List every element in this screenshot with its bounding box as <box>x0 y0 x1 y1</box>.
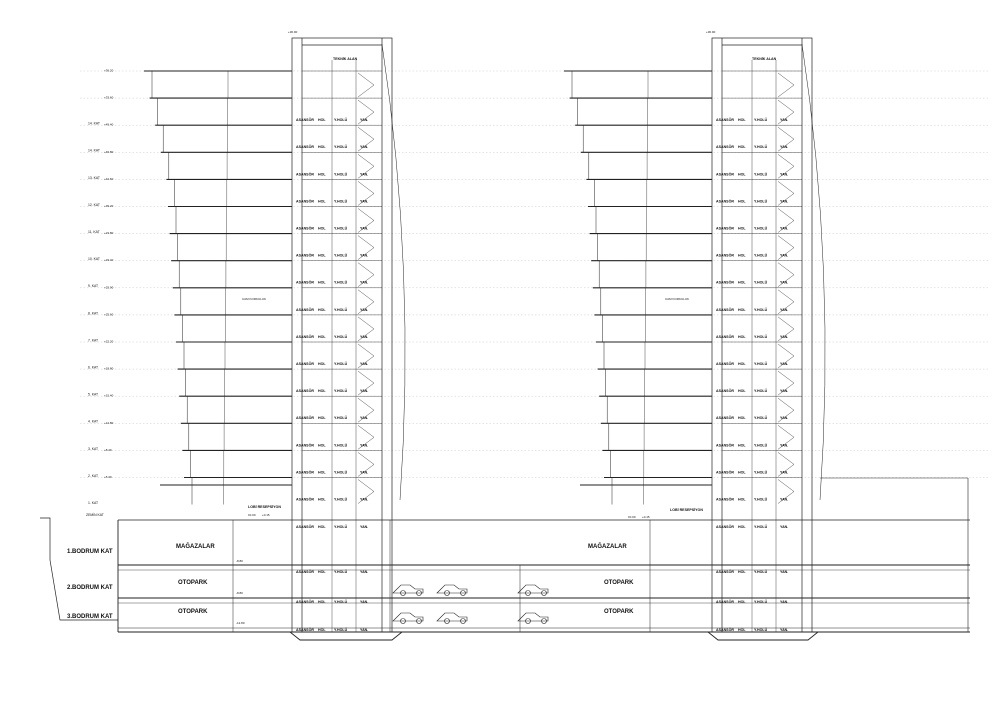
floor-label: 11. KAT <box>88 230 100 234</box>
core-room-label: HOL <box>318 470 326 475</box>
core-room-label: ASANSÖR <box>716 570 734 574</box>
core-room-label: HOL <box>738 145 746 150</box>
core-room-label: YAN. <box>780 443 789 448</box>
core-room-label: HOL <box>738 389 746 394</box>
basement-elevation-1: -8.80 <box>236 559 243 563</box>
car-body <box>437 585 467 593</box>
floor-label: 8. KAT <box>88 311 99 316</box>
core-room-label: YAN. <box>360 525 369 529</box>
core-room-label: Y.HOLÜ <box>754 199 768 204</box>
floor-label: 9. KAT <box>88 284 99 289</box>
car <box>437 585 467 596</box>
core-room-label: ASANSÖR <box>296 416 314 421</box>
elevation-labels <box>104 69 114 480</box>
core-room-label: Y.HOLÜ <box>754 226 768 231</box>
core-room-label: YAN. <box>780 199 789 204</box>
core-room-label: Y.HOLÜ <box>754 307 768 312</box>
core-room-label: HOL <box>318 145 326 150</box>
shops-label-right: MAĞAZALAR <box>588 544 627 550</box>
floor-label: 12. KAT <box>88 202 100 207</box>
core-room-label: ASANSÖR <box>716 443 734 448</box>
core-room-label: YAN. <box>780 362 789 366</box>
core-room-label: YAN. <box>360 118 369 123</box>
core-room-label: Y.HOLÜ <box>334 362 348 366</box>
core-room-label: ASANSÖR <box>716 118 734 123</box>
basement-elevation-2: -8.80 <box>236 591 243 595</box>
core-room-label: Y.HOLÜ <box>334 497 348 502</box>
core-room-label: HOL <box>318 334 326 339</box>
floor-label: 14. KAT <box>88 121 100 126</box>
core-room-label: HOL <box>318 628 326 632</box>
floor-label: 13. KAT <box>88 175 100 180</box>
ground-floor-label: ZEMİN KAT <box>86 513 104 517</box>
core-room-label: Y.HOLÜ <box>754 497 768 502</box>
roof-label-left: TEKNİK ALAN <box>333 57 358 61</box>
lobby-label-left: LOBİ RESEPSİYON <box>248 505 281 509</box>
curved-facade <box>802 44 825 500</box>
core-room-label: Y.HOLÜ <box>754 416 768 421</box>
core-room-label: ASANSÖR <box>716 199 734 204</box>
car-body <box>437 613 467 621</box>
core-room-label: Y.HOLÜ <box>334 470 348 475</box>
core-room-label: ASANSÖR <box>716 470 734 475</box>
floor-label: 1. KAT <box>88 501 99 505</box>
core-room-label: Y.HOLÜ <box>334 199 348 204</box>
core-room-label: Y.HOLÜ <box>754 362 768 366</box>
elevation-label: +46.80 <box>104 149 114 154</box>
core-room-label: YAN. <box>360 334 369 339</box>
core-room-label: YAN. <box>780 389 789 394</box>
lobby-elevation-left-2: +0.15 <box>262 513 270 517</box>
car <box>393 585 423 596</box>
core-room-label: Y.HOLÜ <box>754 525 768 529</box>
core-room-label: YAN. <box>780 226 789 231</box>
elevation-label: +12.80 <box>104 420 114 425</box>
core-room-label: Y.HOLÜ <box>334 118 348 123</box>
core-room-label: YAN. <box>780 334 789 339</box>
core-room-label: Y.HOLÜ <box>754 570 768 574</box>
lobby-elevation-right-2: +0.15 <box>642 515 650 519</box>
core-room-label: Y.HOLÜ <box>754 172 768 177</box>
basement-elevation-3: -12.80 <box>236 621 245 625</box>
floor-label: 5. KAT <box>88 392 99 397</box>
core-room-label: HOL <box>318 443 326 448</box>
core-room-label: ASANSÖR <box>716 497 734 502</box>
elevation-label: +25.90 <box>104 285 114 290</box>
parking-label-right-1: OTOPARK <box>604 580 634 586</box>
elevation-label: +25.60 <box>104 312 114 317</box>
core-room-label: YAN. <box>360 199 369 204</box>
core-room-label: Y.HOLÜ <box>754 253 768 258</box>
core-room-label: ASANSÖR <box>716 307 734 312</box>
core-room-label: ASANSÖR <box>296 600 314 604</box>
car-body <box>393 585 423 593</box>
core-room-label: Y.HOLÜ <box>754 628 768 632</box>
core-room-label: HOL <box>738 416 746 421</box>
car-body <box>393 613 423 621</box>
car <box>393 613 423 624</box>
core-room-label: ASANSÖR <box>296 172 314 177</box>
core-room-label: HOL <box>738 334 746 339</box>
core-room-label: ASANSÖR <box>296 253 314 258</box>
floor-label: 2. KAT <box>88 473 99 478</box>
floor-label: 14. KAT <box>88 148 100 153</box>
core-room-labels <box>296 117 788 632</box>
core-room-label: HOL <box>738 253 746 258</box>
core-room-label: HOL <box>318 226 326 231</box>
elevation-label: +23.80 <box>104 231 114 236</box>
core-room-label: HOL <box>318 362 326 366</box>
core-room-label: YAN. <box>780 145 789 150</box>
core-room-label: YAN. <box>780 470 789 475</box>
floor-level-labels <box>88 122 100 505</box>
core-room-label: ASANSÖR <box>296 145 314 150</box>
core-room-label: HOL <box>318 525 326 529</box>
core-room-label: YAN. <box>360 570 369 574</box>
stair-flight <box>358 73 374 97</box>
core-room-label: HOL <box>738 497 746 502</box>
core-room-label: Y.HOLÜ <box>334 226 348 231</box>
core-room-label: Y.HOLÜ <box>754 470 768 475</box>
core-room-label: Y.HOLÜ <box>334 628 348 632</box>
core-room-label: HOL <box>738 628 746 632</box>
elevation-label: +8.40 <box>104 447 112 452</box>
basement-1-label: 1.BODRUM KAT <box>67 549 113 555</box>
core-room-label: ASANSÖR <box>296 497 314 502</box>
roof-label-right: TEKNİK ALAN <box>752 57 777 61</box>
core-room-label: YAN. <box>360 600 369 604</box>
core-room-label: Y.HOLÜ <box>334 525 348 529</box>
core-room-label: Y.HOLÜ <box>334 570 348 574</box>
core-room-label: HOL <box>738 362 746 366</box>
core-room-label: HOL <box>738 600 746 604</box>
core-room-label: ASANSÖR <box>296 570 314 574</box>
core-room-label: YAN. <box>360 416 369 421</box>
core-room-label: Y.HOLÜ <box>754 118 768 123</box>
core-room-label: YAN. <box>780 416 789 421</box>
core-room-label: HOL <box>738 570 746 574</box>
core-room-label: ASANSÖR <box>716 226 734 231</box>
core-room-label: HOL <box>318 307 326 312</box>
core-room-label: YAN. <box>360 628 369 632</box>
core-room-label: HOL <box>738 525 746 529</box>
core-room-label: HOL <box>318 497 326 502</box>
core-room-label: ASANSÖR <box>716 172 734 177</box>
core-room-label: HOL <box>738 280 746 285</box>
core-room-label: YAN. <box>360 253 369 258</box>
core-room-label: HOL <box>318 172 326 177</box>
core-room-label: ASANSÖR <box>296 470 314 475</box>
core-room-label: YAN. <box>360 389 369 394</box>
core-room-label: HOL <box>318 389 326 394</box>
core-room-label: ASANSÖR <box>296 443 314 448</box>
core-room-label: HOL <box>738 307 746 312</box>
core-room-label: ASANSÖR <box>716 362 734 366</box>
core-room-label: Y.HOLÜ <box>334 334 348 339</box>
core-room-label: HOL <box>318 199 326 204</box>
core-room-label: HOL <box>318 280 326 285</box>
basement-2-label: 2.BODRUM KAT <box>67 585 113 591</box>
core-room-label: YAN. <box>780 570 789 574</box>
balcony-note-left: CAM KORKULUK <box>242 297 267 301</box>
core-room-label: ASANSÖR <box>716 628 734 632</box>
stair-flight <box>778 73 794 97</box>
parked-cars <box>393 585 548 624</box>
elevation-label: +49.40 <box>104 122 114 127</box>
core-room-label: Y.HOLÜ <box>334 307 348 312</box>
core-room-label: HOL <box>318 253 326 258</box>
lobby-label-right: LOBİ RESEPSİYON <box>670 508 703 512</box>
core-room-label: ASANSÖR <box>716 334 734 339</box>
core-room-label: ASANSÖR <box>296 389 314 394</box>
core-room-label: YAN. <box>360 280 369 285</box>
core-room-label: HOL <box>318 600 326 604</box>
elevation-label: +39.20 <box>104 204 114 208</box>
core-room-label: ASANSÖR <box>296 628 314 632</box>
core-room-label: HOL <box>738 199 746 204</box>
shops-label-left: MAĞAZALAR <box>176 544 215 550</box>
lobby-elevation-left: ±0.00 <box>248 513 256 517</box>
core-room-label: Y.HOLÜ <box>334 145 348 150</box>
podium-structure <box>40 478 970 640</box>
core-room-label: HOL <box>738 118 746 123</box>
floor-label: 4. KAT <box>88 419 99 424</box>
car <box>437 613 467 624</box>
core-room-label: Y.HOLÜ <box>754 600 768 604</box>
core-room-label: HOL <box>738 226 746 231</box>
curved-facade <box>382 44 405 500</box>
elevation-label: +18.80 <box>104 366 114 371</box>
core-room-label: YAN. <box>780 600 789 604</box>
core-room-label: ASANSÖR <box>296 280 314 285</box>
core-room-label: YAN. <box>780 525 789 529</box>
elevation-label: +22.20 <box>104 339 114 344</box>
elevation-label: +42.60 <box>104 176 114 181</box>
top-elevation-right: +36.90 <box>706 30 716 34</box>
floor-label: 10. KAT <box>88 257 100 262</box>
core-room-label: ASANSÖR <box>716 416 734 421</box>
core-room-label: YAN. <box>360 307 369 312</box>
core-room-label: ASANSÖR <box>296 525 314 529</box>
core-room-label: HOL <box>318 118 326 123</box>
core-room-label: HOL <box>738 443 746 448</box>
core-room-label: Y.HOLÜ <box>754 145 768 150</box>
core-room-label: ASANSÖR <box>716 600 734 604</box>
car <box>518 585 548 596</box>
core-room-label: ASANSÖR <box>296 199 314 204</box>
core-room-label: ASANSÖR <box>716 389 734 394</box>
core-room-label: YAN. <box>360 470 369 475</box>
core-room-label: YAN. <box>360 362 369 366</box>
parking-label-left-2: OTOPARK <box>178 609 208 615</box>
car <box>518 613 548 624</box>
elevation-label: +36.20 <box>104 68 114 73</box>
elevation-label: +33.40 <box>104 258 114 263</box>
core-room-label: Y.HOLÜ <box>334 280 348 285</box>
core-room-label: YAN. <box>360 172 369 177</box>
floor-label: 3. KAT <box>88 446 99 451</box>
core-room-label: ASANSÖR <box>296 118 314 123</box>
basement-3-label: 3.BODRUM KAT <box>67 614 113 620</box>
floor-label: 7. KAT <box>88 338 99 343</box>
core-room-label: Y.HOLÜ <box>334 253 348 258</box>
lobby-elevation-right: ±0.00 <box>628 515 636 519</box>
core-room-label: ASANSÖR <box>296 307 314 312</box>
core-room-label: YAN. <box>360 226 369 231</box>
core-room-label: YAN. <box>780 118 789 123</box>
parking-label-left-1: OTOPARK <box>178 580 208 586</box>
core-room-label: ASANSÖR <box>296 362 314 366</box>
core-room-label: HOL <box>318 416 326 421</box>
core-room-label: ASANSÖR <box>716 280 734 285</box>
core-room-label: YAN. <box>780 497 789 502</box>
core-room-label: YAN. <box>780 172 789 177</box>
core-room-label: HOL <box>318 570 326 574</box>
core-room-label: Y.HOLÜ <box>754 389 768 394</box>
car-body <box>518 585 548 593</box>
core-room-label: Y.HOLÜ <box>754 280 768 285</box>
core-room-label: HOL <box>738 470 746 475</box>
car-body <box>518 613 548 621</box>
core-room-label: YAN. <box>360 145 369 150</box>
floor-label: 6. KAT <box>88 365 99 370</box>
core-room-label: ASANSÖR <box>296 334 314 339</box>
core-room-label: ASANSÖR <box>716 253 734 258</box>
elevation-label: +5.30 <box>104 475 112 479</box>
core-room-label: YAN. <box>360 497 369 502</box>
core-room-label: Y.HOLÜ <box>334 416 348 421</box>
core-room-label: Y.HOLÜ <box>334 443 348 448</box>
core-room-label: Y.HOLÜ <box>334 389 348 394</box>
core-room-label: YAN. <box>780 307 789 312</box>
core-room-label: YAN. <box>780 253 789 258</box>
core-room-label: Y.HOLÜ <box>334 172 348 177</box>
core-room-label: HOL <box>738 172 746 177</box>
core-room-label: ASANSÖR <box>716 145 734 150</box>
core-room-label: ASANSÖR <box>716 525 734 529</box>
core-room-label: Y.HOLÜ <box>754 334 768 339</box>
core-room-label: Y.HOLÜ <box>334 600 348 604</box>
core-room-label: ASANSÖR <box>296 226 314 231</box>
core-room-label: YAN. <box>780 280 789 285</box>
elevation-label: +15.40 <box>104 393 114 398</box>
top-elevation-left: +36.90 <box>288 30 298 34</box>
core-room-label: YAN. <box>780 628 789 632</box>
balcony-note-right: CAM KORKULUK <box>665 297 690 301</box>
core-room-label: Y.HOLÜ <box>754 443 768 448</box>
elevation-label: +33.60 <box>104 95 114 100</box>
core-room-label: YAN. <box>360 443 369 448</box>
parking-label-right-2: OTOPARK <box>604 609 634 615</box>
